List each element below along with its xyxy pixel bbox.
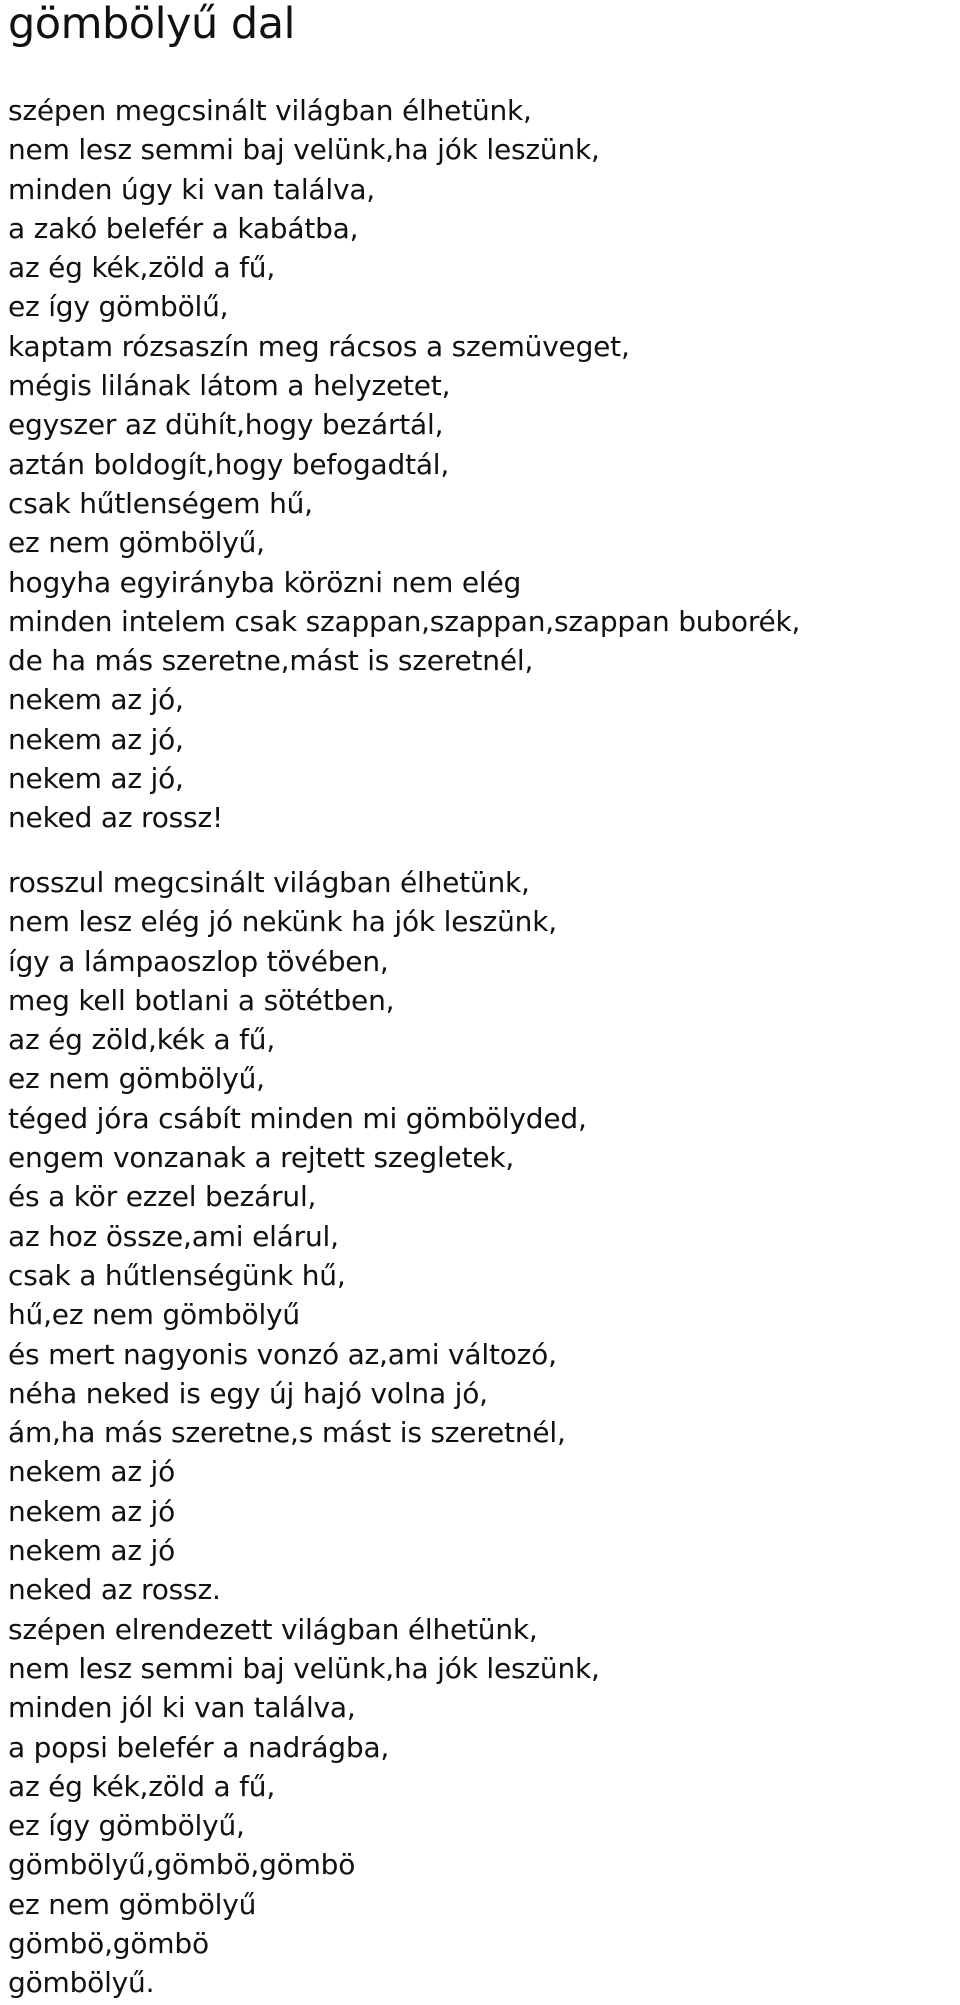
lyric-line: gömbö,gömbö bbox=[8, 1927, 209, 1961]
lyric-line: egyszer az dühít,hogy bezártál, bbox=[8, 408, 444, 442]
lyric-line: nekem az jó, bbox=[8, 762, 184, 796]
lyric-line: nem lesz semmi baj velünk,ha jók leszünk, bbox=[8, 1651, 600, 1685]
lyric-line: minden jól ki van találva, bbox=[8, 1691, 356, 1725]
lyric-line: nekem az jó bbox=[8, 1494, 176, 1528]
lyric-line: nekem az jó, bbox=[8, 683, 184, 717]
lyric-line: csak hűtlenségem hű, bbox=[8, 486, 313, 520]
lyric-line: szépen megcsinált világban élhetünk, bbox=[8, 94, 532, 127]
lyric-line: szépen elrendezett világban élhetünk, bbox=[8, 1612, 538, 1646]
lyric-line: ez így gömbölű, bbox=[8, 290, 229, 324]
lyric-line: néha neked is egy új hajó volna jó, bbox=[8, 1376, 488, 1410]
lyric-line: engem vonzanak a rejtett szegletek, bbox=[8, 1141, 515, 1175]
lyric-line: kaptam rózsaszín meg rácsos a szemüveget, bbox=[8, 329, 630, 363]
lyric-line: a popsi belefér a nadrágba, bbox=[8, 1730, 390, 1764]
lyric-line: nem lesz elég jó nekünk ha jók leszünk, bbox=[8, 905, 557, 939]
lyric-line: az ég zöld,kék a fű, bbox=[8, 1023, 276, 1057]
lyric-line: nekem az jó, bbox=[8, 722, 184, 756]
lyric-line: hű,ez nem gömbölyű bbox=[8, 1298, 300, 1332]
lyric-line: ez nem gömbölyű bbox=[8, 1887, 257, 1921]
stanza-2 bbox=[8, 863, 600, 2003]
lyric-line: neked az rossz! bbox=[8, 801, 223, 835]
lyric-line: az ég kék,zöld a fű, bbox=[8, 251, 276, 285]
song-title: gömbölyű dal bbox=[8, 0, 296, 49]
lyric-line: mégis lilának látom a helyzetet, bbox=[8, 369, 451, 403]
lyric-line: neked az rossz. bbox=[8, 1573, 221, 1607]
lyric-line: csak a hűtlenségünk hű, bbox=[8, 1258, 346, 1292]
lyric-line: és mert nagyonis vonzó az,ami változó, bbox=[8, 1337, 557, 1371]
lyric-line: az ég kék,zöld a fű, bbox=[8, 1769, 276, 1803]
lyric-line: és a kör ezzel bezárul, bbox=[8, 1180, 317, 1214]
lyric-line: minden intelem csak szappan,szappan,szappan buborék, bbox=[8, 604, 801, 638]
lyric-line: téged jóra csábít minden mi gömbölyded, bbox=[8, 1101, 587, 1135]
lyric-line: ez így gömbölyű, bbox=[8, 1809, 245, 1843]
lyric-line: de ha más szeretne,mást is szeretnél, bbox=[8, 644, 534, 678]
lyric-line: meg kell botlani a sötétben, bbox=[8, 983, 395, 1017]
lyric-line: ez nem gömbölyű, bbox=[8, 1062, 265, 1096]
lyric-line: gömbölyű,gömbö,gömbö bbox=[8, 1848, 356, 1882]
lyric-line: ám,ha más szeretne,s mást is szeretnél, bbox=[8, 1416, 566, 1450]
lyric-line: ez nem gömbölyű, bbox=[8, 526, 265, 560]
lyric-line: nem lesz semmi baj velünk,ha jók leszünk, bbox=[8, 133, 600, 167]
lyric-line: az hoz össze,ami elárul, bbox=[8, 1219, 339, 1253]
lyric-line: a zakó belefér a kabátba, bbox=[8, 211, 359, 245]
lyric-line: gömbölyű. bbox=[8, 1966, 155, 2000]
lyric-line: minden úgy ki van találva, bbox=[8, 172, 375, 206]
lyric-line: így a lámpaoszlop tövében, bbox=[8, 944, 389, 978]
lyric-line: nekem az jó bbox=[8, 1534, 176, 1568]
lyric-line: nekem az jó bbox=[8, 1455, 176, 1489]
lyric-line: hogyha egyirányba körözni nem elég bbox=[8, 565, 522, 599]
lyric-line: aztán boldogít,hogy befogadtál, bbox=[8, 447, 450, 481]
stanza-1 bbox=[8, 91, 800, 838]
lyric-line: rosszul megcsinált világban élhetünk, bbox=[8, 866, 530, 899]
